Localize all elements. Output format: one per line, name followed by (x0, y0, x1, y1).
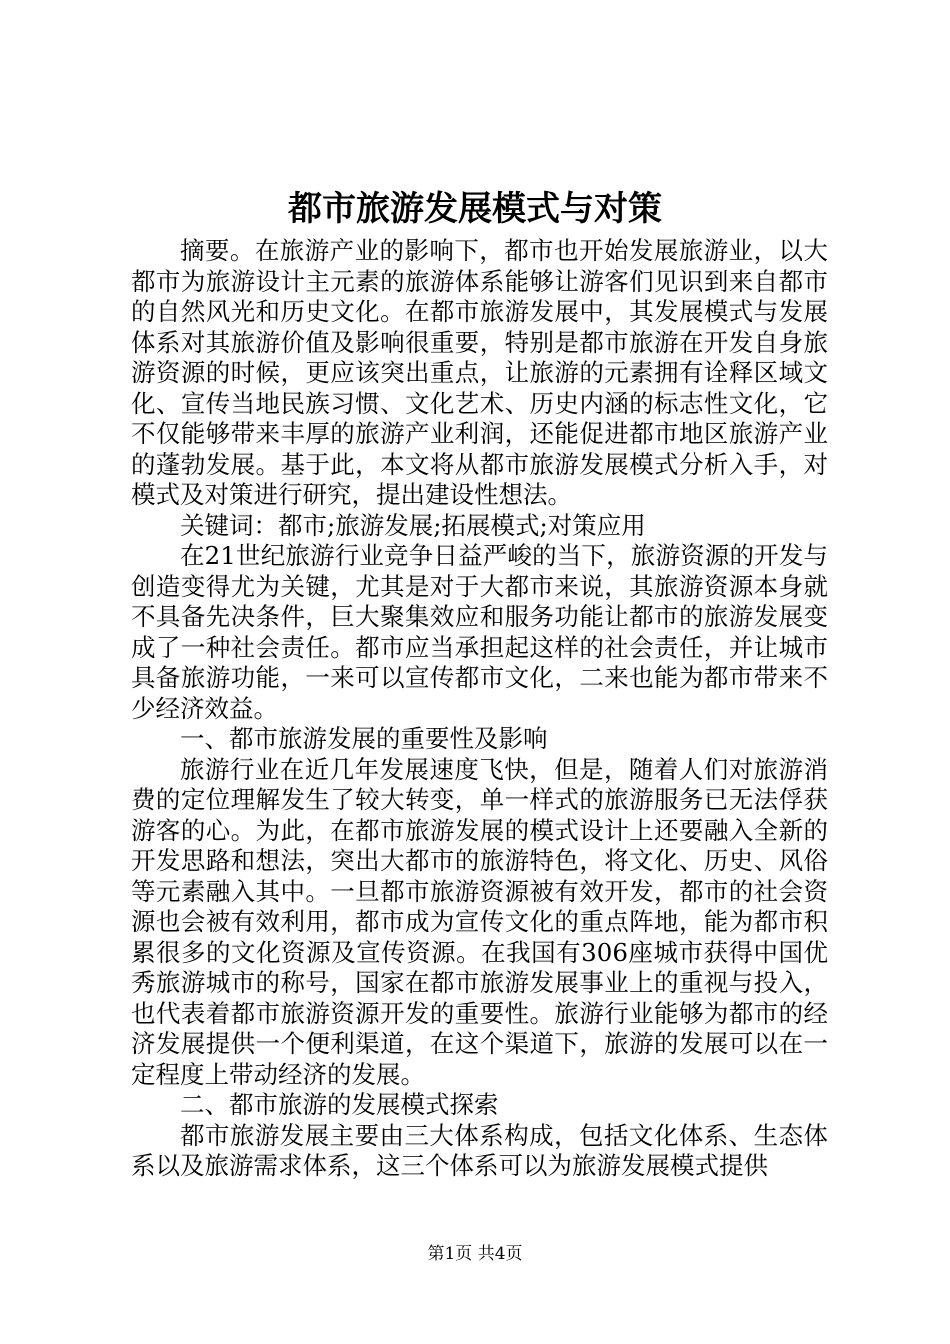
section-2-paragraph: 都市旅游发展主要由三大体系构成，包括文化体系、生态体系以及旅游需求体系，这三个体系可以为旅游发展模式提供 (131, 1120, 828, 1180)
keywords-paragraph: 关键词：都市;旅游发展;拓展模式;对策应用 (180, 510, 646, 540)
abstract-paragraph: 摘要。在旅游产业的影响下，都市也开始发展旅游业，以大都市为旅游设计主元素的旅游体系能够让游客们见识到来自都市的自然风光和历史文化。在都市旅游发展中，其发展模式与发展体系对其旅游价值及影响很重要，特别是都市旅游在开发自身旅游资源的时候，更应该突出重点，让旅游的元素拥有诠释区域文化、宣传当地民族习惯、文化艺术、历史内涵的标志性文化，它不仅能够带来丰厚的旅游产业利润，还能促进都市地区旅游产业的蓬勃发展。基于此，本文将从都市旅游发展模式分析入手，对模式及对策进行研究，提出建设性想法。 (131, 236, 828, 509)
section-heading-1: 一、都市旅游发展的重要性及影响 (180, 724, 548, 753)
document-title: 都市旅游发展模式与对策 (288, 189, 662, 229)
section-heading-2: 二、都市旅游的发展模式探索 (180, 1090, 499, 1119)
document-body (131, 236, 828, 1182)
intro-paragraph: 在21世纪旅游行业竞争日益严峻的当下，旅游资源的开发与创造变得尤为关键，尤其是对于大都市来说，其旅游资源本身就不具备先决条件，巨大聚集效应和服务功能让都市的旅游发展变成了一种社会责任。都市应当承担起这样的社会责任，并让城市具备旅游功能，一来可以宣传都市文化，二来也能为都市带来不少经济效益。 (131, 541, 828, 723)
page-footer: 第1页 共4页 (427, 1244, 523, 1264)
section-1-paragraph: 旅游行业在近几年发展速度飞快，但是，随着人们对旅游消费的定位理解发生了较大转变，单一样式的旅游服务已无法俘获游客的心。为此，在都市旅游发展的模式设计上还要融入全新的开发思路和想法，突出大都市的旅游特色，将文化、历史、风俗等元素融入其中。一旦都市旅游资源被有效开发，都市的社会资源也会被有效利用，都市成为宣传文化的重点阵地，能为都市积累很多的文化资源及宣传资源。在我国有306座城市获得中国优秀旅游城市的称号，国家在都市旅游发展事业上的重视与投入，也代表着都市旅游资源开发的重要性。旅游行业能够为都市的经济发展提供一个便利渠道，在这个渠道下，旅游的发展可以在一定程度上带动经济的发展。 (131, 754, 828, 1089)
